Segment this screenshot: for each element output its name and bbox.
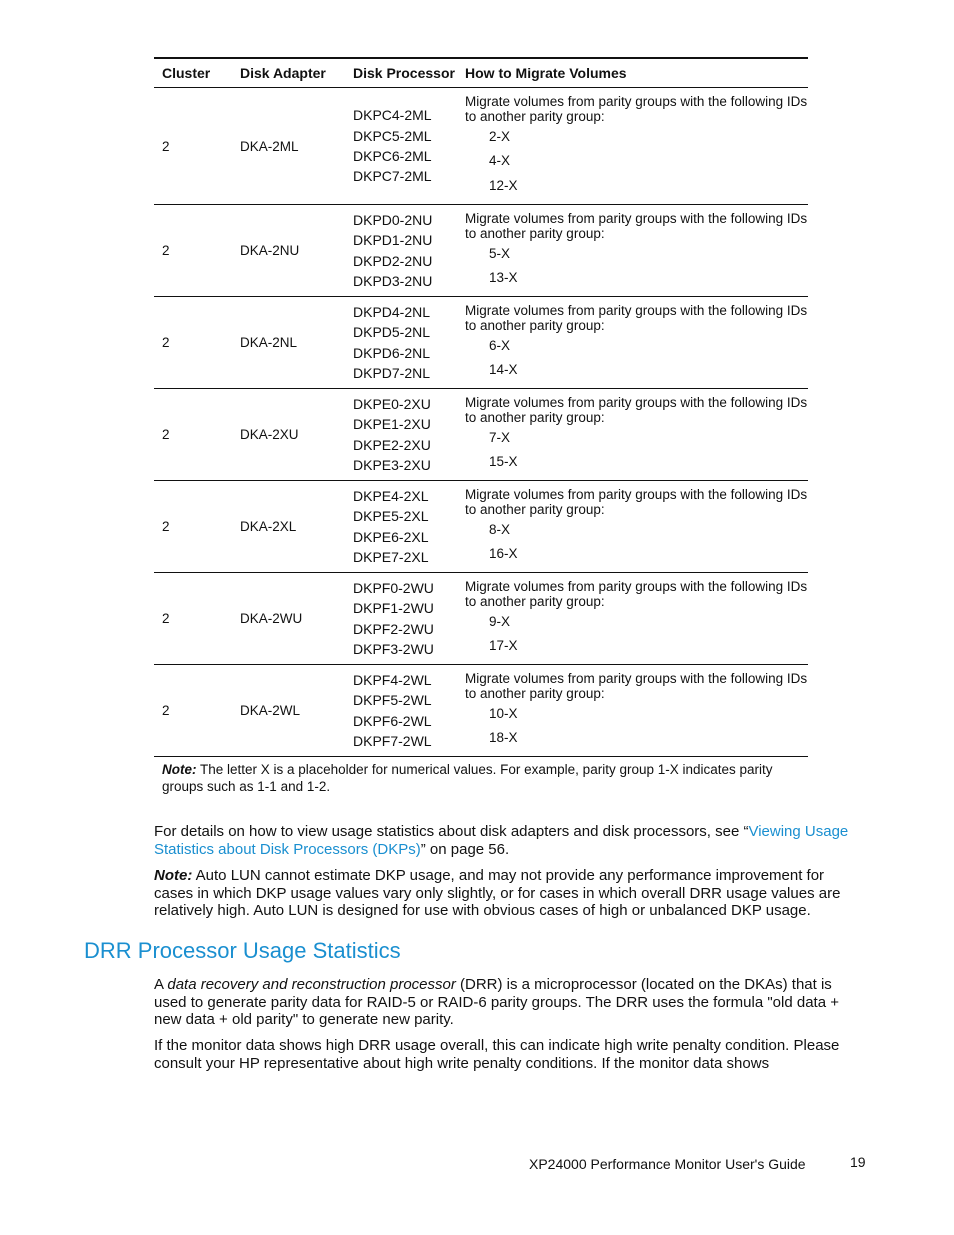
migrate-instruction: Migrate volumes from parity groups with the following IDs to another parity group: — [465, 670, 808, 701]
auto-lun-note-text: Auto LUN cannot estimate DKP usage, and may not provide any performance improvement for cases in which DKP usage values vary only slightly, or for cases in which overall DRR usage values are relatively high. Auto LUN is designed for use with obvious cases of high or unbalanced DKP usage. — [154, 867, 841, 919]
drr-text-before: A — [154, 976, 168, 993]
disk-processor-id: DKPE4-2XL — [353, 487, 429, 504]
disk-processor-id: DKPD3-2NU — [353, 272, 433, 289]
drr-italic-term: data recovery and reconstruction processor — [167, 976, 456, 993]
cell-cluster: 2 — [162, 335, 170, 350]
disk-processor-id: DKPF2-2WU — [353, 620, 434, 637]
disk-processor-id: DKPF7-2WL — [353, 732, 432, 749]
parity-group-id: 15-X — [489, 454, 518, 469]
parity-group-id: 14-X — [489, 362, 518, 377]
drr-paragraph — [154, 976, 854, 1029]
disk-processor-id: DKPC4-2ML — [353, 107, 432, 124]
disk-processor-id: DKPE1-2XU — [353, 416, 431, 433]
parity-group-id: 10-X — [489, 705, 518, 721]
header-disk-processor: Disk Processor — [353, 65, 455, 81]
table-row — [154, 389, 808, 481]
table-row — [154, 665, 808, 757]
cell-disk-processors — [345, 389, 457, 481]
disk-processor-id: DKPE3-2XU — [353, 456, 431, 473]
parity-group-id: 6-X — [489, 337, 511, 353]
table-row — [154, 297, 808, 389]
disk-processor-id: DKPF3-2WU — [353, 640, 434, 657]
cell-disk-adapter: DKA-2WL — [240, 703, 301, 718]
cell-how-to-migrate — [457, 88, 808, 205]
disk-processor-id: DKPD6-2NL — [353, 344, 431, 361]
table-row — [154, 481, 808, 573]
parity-group-id: 2-X — [489, 128, 511, 144]
parity-group-id: 17-X — [489, 638, 518, 653]
disk-processor-id: DKPD0-2NU — [353, 211, 433, 228]
table-header-row — [154, 58, 808, 88]
disk-processor-id: DKPE7-2XL — [353, 548, 429, 565]
drr-text-after: (DRR) is a microprocessor (located on the DKAs) that is used to generate parity data for RAID-5 or RAID-6 parity groups. The DRR uses the formula "old data + new data + old parity" to generate new parity. — [154, 976, 839, 1028]
disk-processor-id: DKPC5-2ML — [353, 127, 432, 144]
cell-disk-processors — [345, 297, 457, 389]
page-number: 19 — [850, 1154, 866, 1170]
migrate-instruction: Migrate volumes from parity groups with the following IDs to another parity group: — [465, 93, 808, 125]
parity-group-id: 16-X — [489, 546, 518, 561]
auto-lun-note — [154, 867, 854, 920]
details-text-before: For details on how to view usage statistics about disk adapters and disk processors, see “ — [154, 823, 749, 840]
cell-disk-adapter: DKA-2XU — [240, 427, 299, 442]
cell-cluster: 2 — [162, 611, 170, 626]
disk-processor-id: DKPE0-2XU — [353, 395, 431, 412]
migrate-instruction: Migrate volumes from parity groups with the following IDs to another parity group: — [465, 210, 808, 241]
header-disk-adapter: Disk Adapter — [240, 65, 326, 81]
cell-disk-adapter: DKA-2XL — [240, 519, 297, 534]
cell-how-to-migrate — [457, 573, 808, 665]
cell-cluster: 2 — [162, 243, 170, 258]
cell-cluster: 2 — [162, 138, 170, 154]
disk-processor-id: DKPD2-2NU — [353, 252, 433, 269]
cell-cluster: 2 — [162, 427, 170, 442]
details-paragraph — [154, 823, 854, 858]
section-heading: DRR Processor Usage Statistics — [84, 938, 401, 963]
table-note-text: The letter X is a placeholder for numerical values. For example, parity group 1-X indicates parity groups such as 1-1 and 1-2. — [162, 762, 773, 794]
migrate-instruction: Migrate volumes from parity groups with the following IDs to another parity group: — [465, 302, 808, 333]
cell-how-to-migrate — [457, 389, 808, 481]
parity-group-id: 4-X — [489, 153, 511, 169]
disk-processor-id: DKPD5-2NL — [353, 324, 431, 341]
migrate-instruction: Migrate volumes from parity groups with the following IDs to another parity group: — [465, 394, 808, 425]
disk-processor-id: DKPF1-2WU — [353, 600, 434, 617]
parity-group-id: 12-X — [489, 177, 518, 193]
table-note — [162, 762, 802, 795]
table-row — [154, 88, 808, 205]
footer-title: XP24000 Performance Monitor User's Guide — [529, 1156, 806, 1172]
header-cluster: Cluster — [162, 65, 211, 81]
cell-disk-processors — [345, 205, 457, 297]
cell-cluster: 2 — [162, 703, 170, 718]
cell-how-to-migrate — [457, 665, 808, 757]
parity-group-id: 7-X — [489, 429, 511, 445]
disk-processor-id: DKPC7-2ML — [353, 168, 432, 185]
disk-processor-id: DKPE5-2XL — [353, 508, 429, 525]
disk-processor-id: DKPE6-2XL — [353, 528, 429, 545]
cell-disk-adapter: DKA-2ML — [240, 138, 299, 154]
disk-processor-id: DKPE2-2XU — [353, 436, 431, 453]
migration-table-container — [154, 57, 808, 757]
auto-lun-note-label: Note: — [154, 867, 193, 884]
header-how-to-migrate: How to Migrate Volumes — [465, 65, 627, 81]
parity-group-id: 18-X — [489, 730, 518, 745]
cell-disk-adapter: DKA-2NL — [240, 335, 298, 350]
cell-how-to-migrate — [457, 205, 808, 297]
parity-group-id: 8-X — [489, 521, 511, 537]
migrate-instruction: Migrate volumes from parity groups with the following IDs to another parity group: — [465, 578, 808, 609]
parity-group-id: 13-X — [489, 270, 518, 285]
disk-processor-id: DKPF4-2WL — [353, 671, 432, 688]
details-text-after: ” on page 56. — [420, 840, 510, 858]
disk-processor-id: DKPC6-2ML — [353, 148, 432, 164]
disk-processor-id: DKPF5-2WL — [353, 692, 432, 709]
cell-how-to-migrate — [457, 297, 808, 389]
migration-table — [154, 57, 808, 757]
cell-disk-processors — [345, 573, 457, 665]
table-row — [154, 205, 808, 297]
migrate-instruction: Migrate volumes from parity groups with the following IDs to another parity group: — [465, 486, 808, 517]
table-note-label: Note: — [162, 762, 197, 777]
disk-processor-id: DKPD1-2NU — [353, 232, 433, 249]
table-row — [154, 573, 808, 665]
cell-disk-processors — [345, 665, 457, 757]
cell-cluster: 2 — [162, 519, 170, 534]
cell-disk-processors — [345, 481, 457, 573]
cell-disk-processors — [345, 88, 457, 205]
parity-group-id: 9-X — [489, 613, 511, 629]
disk-processor-id: DKPD7-2NL — [353, 364, 431, 381]
disk-processor-id: DKPD4-2NL — [353, 303, 431, 320]
parity-group-id: 5-X — [489, 245, 511, 261]
cell-disk-adapter: DKA-2NU — [240, 243, 300, 258]
disk-processor-id: DKPF0-2WU — [353, 579, 434, 596]
monitor-paragraph: If the monitor data shows high DRR usage overall, this can indicate high write penalty condition. Please consult your HP representative about high write penalty conditions. If the monitor data shows — [154, 1037, 840, 1072]
cell-disk-adapter: DKA-2WU — [240, 611, 303, 626]
details-link[interactable]: Viewing Usage Statistics about Disk Processors (DKPs) — [154, 823, 849, 858]
cell-how-to-migrate — [457, 481, 808, 573]
disk-processor-id: DKPF6-2WL — [353, 712, 432, 729]
